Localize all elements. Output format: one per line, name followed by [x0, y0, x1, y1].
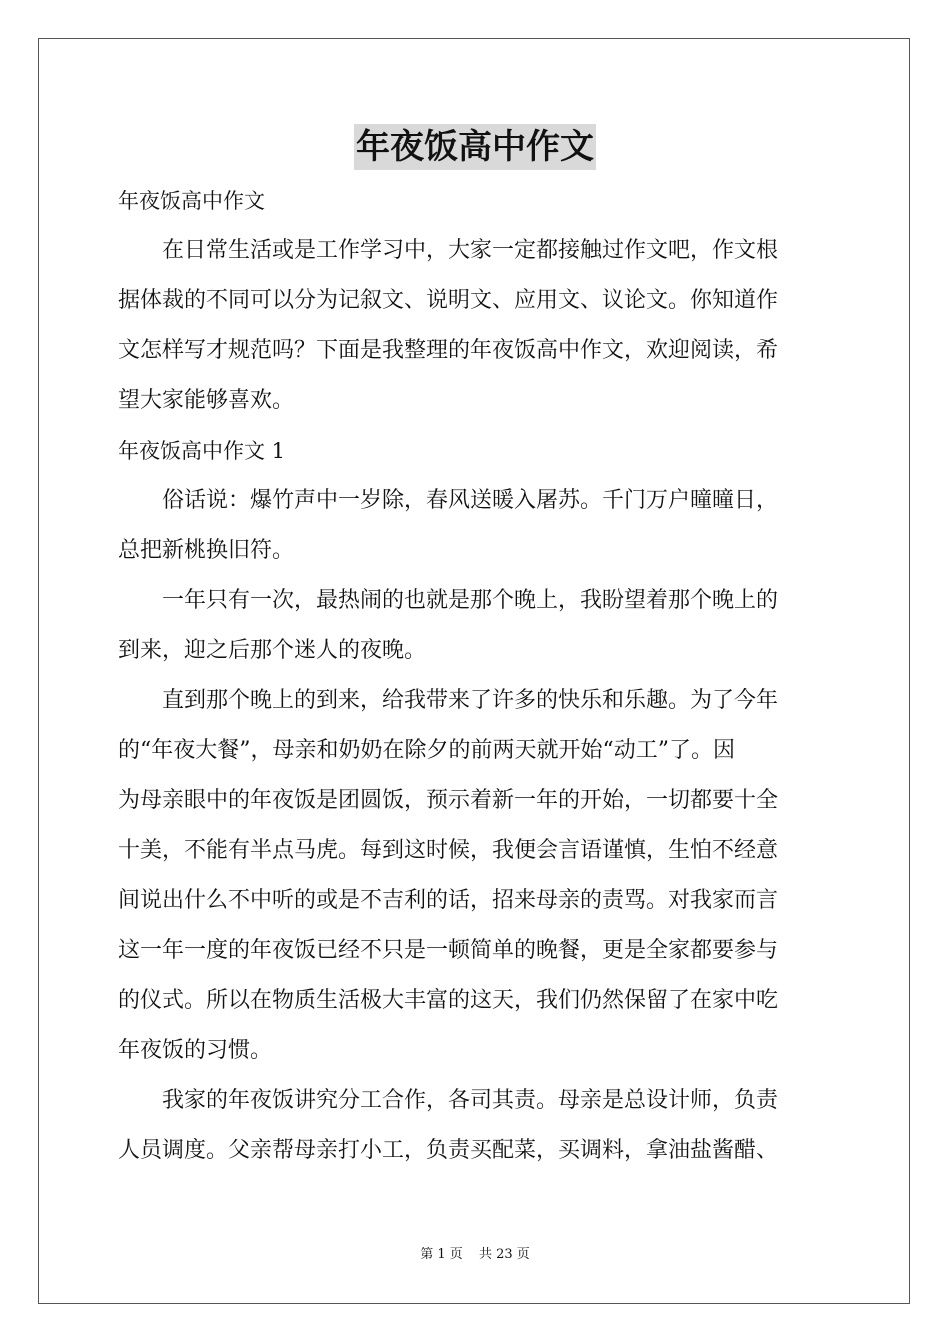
title-area [0, 124, 950, 170]
body-line: 这一年一度的年夜饭已经不只是一顿简单的晚餐，更是全家都要参与 [118, 938, 779, 963]
body-line: 到来，迎之后那个迷人的夜晚。 [118, 638, 427, 663]
page-number: 第 1 页 [420, 1247, 463, 1262]
document-title: 年夜饭高中作文 [354, 124, 596, 170]
body-line: 直到那个晚上的到来，给我带来了许多的快乐和乐趣。为了今年 [118, 688, 779, 713]
body-line: 的“年夜大餐”，母亲和奶奶在除夕的前两天就开始“动工”了。因 [118, 738, 735, 763]
page-footer [0, 1245, 950, 1265]
body-line: 年夜饭的习惯。 [118, 1038, 273, 1063]
subtitle-line: 年夜饭高中作文 [118, 189, 265, 213]
document-body [118, 176, 832, 1176]
body-line: 俗话说：爆竹声中一岁除，春风送暖入屠苏。千门万户曈曈日， [118, 488, 779, 513]
body-line: 望大家能够喜欢。 [118, 388, 295, 413]
section-heading: 年夜饭高中作文 1 [118, 439, 286, 463]
body-line: 间说出什么不中听的或是不吉利的话，招来母亲的责骂。对我家而言 [118, 888, 779, 913]
body-line: 我家的年夜饭讲究分工合作，各司其责。母亲是总设计师，负责 [118, 1088, 779, 1113]
body-line: 据体裁的不同可以分为记叙文、说明文、应用文、议论文。你知道作 [118, 288, 779, 313]
body-line: 人员调度。父亲帮母亲打小工，负责买配菜，买调料，拿油盐酱醋、 [118, 1138, 779, 1163]
body-line: 的仪式。所以在物质生活极大丰富的这天，我们仍然保留了在家中吃 [118, 988, 779, 1013]
body-line: 十美，不能有半点马虎。每到这时候，我便会言语谨慎，生怕不经意 [118, 838, 779, 863]
page-total: 共 23 页 [478, 1247, 530, 1262]
body-line: 总把新桃换旧符。 [118, 538, 295, 563]
body-line: 在日常生活或是工作学习中，大家一定都接触过作文吧，作文根 [118, 238, 779, 263]
body-line: 一年只有一次，最热闹的也就是那个晚上，我盼望着那个晚上的 [118, 588, 779, 613]
body-line: 文怎样写才规范吗？下面是我整理的年夜饭高中作文，欢迎阅读，希 [118, 338, 779, 363]
body-line: 为母亲眼中的年夜饭是团圆饭，预示着新一年的开始，一切都要十全 [118, 788, 779, 813]
